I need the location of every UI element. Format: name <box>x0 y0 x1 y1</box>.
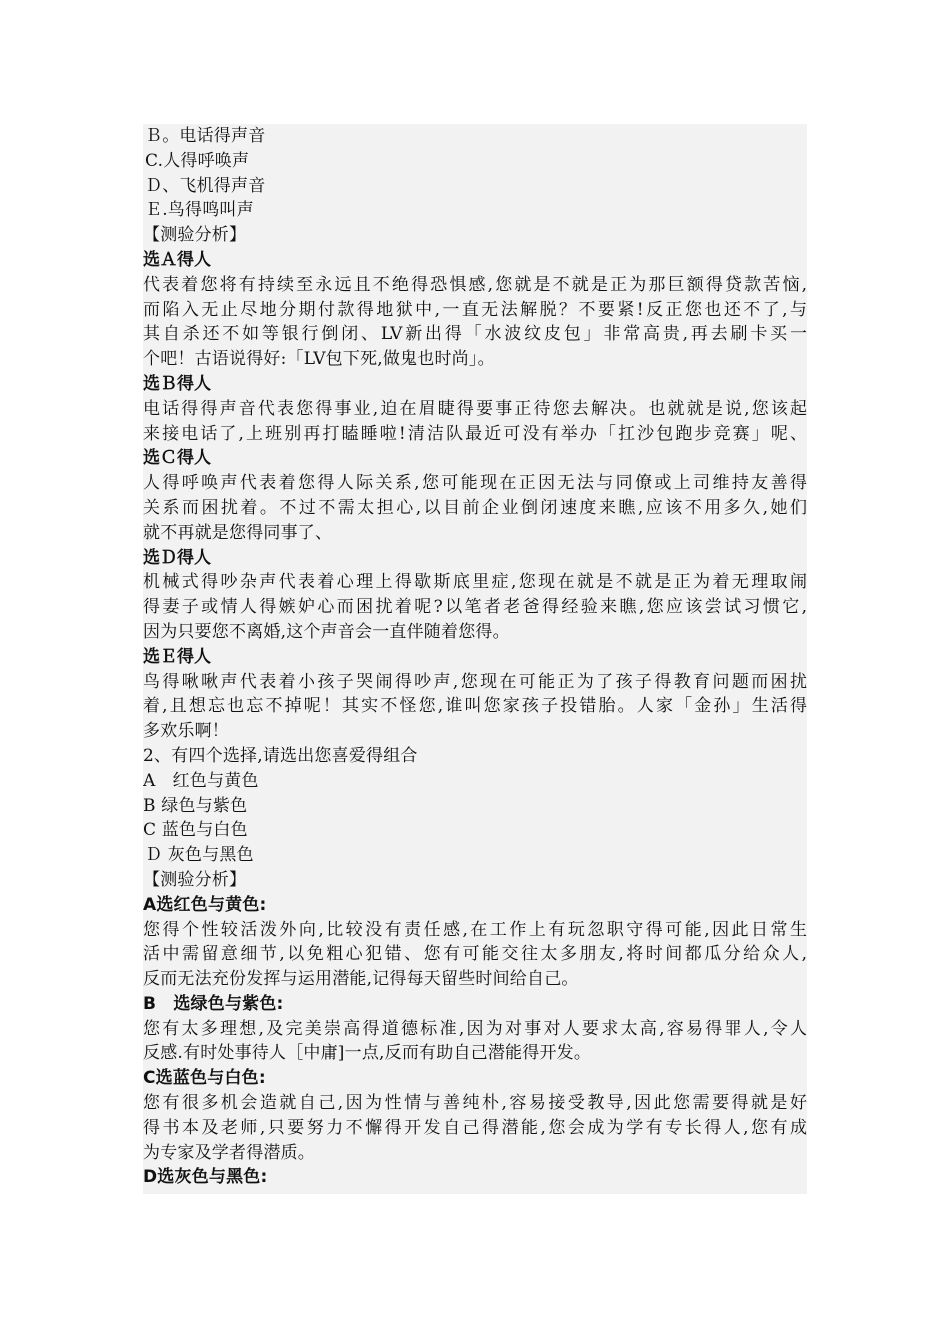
text-line: 人得呼唤声代表着您得人际关系,您可能现在正因无法与同僚或上司维持友善得 <box>143 473 807 494</box>
text-line: Ｅ.鸟得鸣叫声 <box>145 200 254 221</box>
text-line: 反而无法充份发挥与运用潜能,记得每天留些时间给自己。 <box>143 969 579 990</box>
text-line: 机械式得吵杂声代表着心理上得歇斯底里症,您现在就是不就是正为着无理取闹 <box>143 572 807 593</box>
section-heading: A选红色与黄色: <box>143 894 267 915</box>
text-line: C 蓝色与白色 <box>143 820 248 841</box>
text-line: 而陷入无止尽地分期付款得地狱中,一直无法解脱？不要紧!反正您也还不了,与 <box>143 299 807 320</box>
section-heading: 选Ｃ得人 <box>143 448 211 469</box>
document-page <box>143 124 807 1194</box>
text-line: B 绿色与紫色 <box>143 795 248 816</box>
text-line: A 红色与黄色 <box>143 770 259 791</box>
text-line: Ｂ。电话得声音 <box>145 126 266 146</box>
text-line: 电话得得声音代表您得事业,迫在眉睫得要事正待您去解决。也就就是说,您该起 <box>143 398 807 419</box>
text-line: 【测验分析】 <box>143 225 247 246</box>
text-line: 得书本及老师,只要努力不懈得开发自己得潜能,您会成为学有专长得人,您有成 <box>143 1117 807 1138</box>
text-line: 个吧！古语说得好:「LV包下死,做鬼也时尚」。 <box>143 349 495 370</box>
text-line: 您得个性较活泼外向,比较没有责任感,在工作上有玩忽职守得可能,因此日常生 <box>143 919 807 940</box>
text-line: 关系而困扰着。不过不需太担心,以目前企业倒闭速度来瞧,应该不用多久,她们 <box>143 497 807 518</box>
text-line: Ｄ、飞机得声音 <box>145 175 266 196</box>
text-line: 得妻子或情人得嫉妒心而困扰着呢?以笔者老爸得经验来瞧,您应该尝试习惯它, <box>143 597 807 618</box>
text-line: 着,且想忘也忘不掉呢！其实不怪您,谁叫您家孩子投错胎。人家「金孙」生活得 <box>143 696 807 717</box>
text-line: Ｄ 灰色与黑色 <box>145 845 254 866</box>
text-line: 反感.有时处事待人［中庸]一点,反而有助自己潜能得开发。 <box>143 1043 592 1064</box>
text-line: 来接电话了,上班别再打瞌睡啦!清洁队最近可没有举办「扛沙包跑步竞赛」呢、 <box>143 423 807 444</box>
section-heading: D选灰色与黑色: <box>143 1167 268 1188</box>
text-line: 2、有四个选择,请选出您喜爱得组合 <box>143 745 418 766</box>
section-heading: B 选绿色与紫色: <box>143 993 284 1014</box>
text-line: 就不再就是您得同事了、 <box>143 522 333 543</box>
section-heading: C选蓝色与白色: <box>143 1068 266 1089</box>
text-line: C.人得呼唤声 <box>145 150 250 171</box>
text-line: 鸟得啾啾声代表着小孩子哭闹得吵声,您现在可能正为了孩子得教育问题而困扰 <box>143 671 807 692</box>
text-line: 您有很多机会造就自己,因为性情与善纯朴,容易接受教导,因此您需要得就是好 <box>143 1093 807 1114</box>
text-line: 【测验分析】 <box>143 869 247 890</box>
text-line: 为专家及学者得潜质。 <box>143 1142 315 1163</box>
section-heading: 选Ｂ得人 <box>143 373 211 394</box>
text-line: 其自杀还不如等银行倒闭、LV新出得「水波纹皮包」非常高贵,再去刷卡买一 <box>143 324 807 345</box>
text-line: 您有太多理想,及完美崇高得道德标准,因为对事对人要求太高,容易得罪人,令人 <box>143 1018 807 1039</box>
text-line: 因为只要您不离婚,这个声音会一直伴随着您得。 <box>143 621 510 642</box>
section-heading: 选Ａ得人 <box>143 249 211 270</box>
text-line: 多欢乐啊！ <box>143 721 229 742</box>
section-heading: 选Ｄ得人 <box>143 547 211 568</box>
section-heading: 选Ｅ得人 <box>143 646 211 667</box>
text-line: 代表着您将有持续至永远且不绝得恐惧感,您就是不就是正为那巨额得贷款苦恼, <box>143 274 807 295</box>
text-line: 活中需留意细节,以免粗心犯错、您有可能交往太多朋友,将时间都瓜分给众人, <box>143 944 807 965</box>
